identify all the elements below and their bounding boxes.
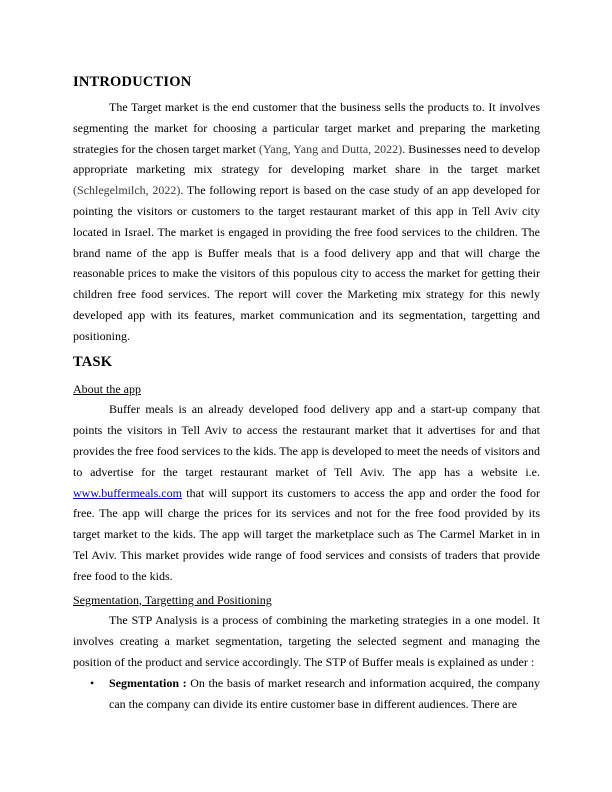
list-item-segmentation [73,673,540,715]
section-heading-introduction: INTRODUCTION [73,74,192,90]
website-link[interactable]: www.buffermeals.com [73,485,182,500]
stp-paragraph: The STP Analysis is a process of combining the marketing strategies in a one model. It involves creating a market segmentation, targeting the selected segment and managing the position of the product and service accordingly. The STP of Buffer meals is explained as under : [73,613,540,669]
about-text-1: Buffer meals is an already developed food delivery app and a start-up company that points the visitors in Tell Aviv to access the restaurant market that it advertises for and that provides the free food services to the kids. The app is developed to meet the needs of visitors and to advertise for the target restaurant market of Tell Aviv. The app has a website i.e. [73,402,540,479]
section-heading-task: TASK [73,353,113,370]
segmentation-text: On the basis of market research and information acquired, the company can the company can divide its entire customer base in different audiences. There are [109,675,540,711]
segmentation-label: Segmentation : [109,675,187,690]
about-text-2: that will support its customers to access the app and order the food for free. The app will charge the prices for its services and not for the free food provided by its target market to the kids. The app will target the marketplace such as The Carmel Market in in Tel Aviv. This market provides wide range of food services and consists of traders that provide free food to the kids. [73,485,540,583]
subheading-about-the-app: About the app [73,381,141,396]
stp-list [73,673,540,715]
intro-text-2: . Businesses need to develop appropriate marketing mix strategy for developing market share in the target market [73,141,540,177]
about-paragraph [73,399,540,586]
intro-text-3: . The following report is based on the case study of an app developed for pointing the visitors or customers to the target restaurant market of this app in Tell Aviv city located in Israel. The market is engaged in providing the free food services to the children. The brand name of the app is Buffer meals that is a food delivery app and that will charge the reasonable prices to make the visitors of this populous city to access the market for getting their children free food services. The report will cover the Marketing mix strategy for this newly developed app with its features, market communication and its segmentation, targetting and positioning. [73,183,540,343]
intro-text-1: The Target market is the end customer that the business sells the products to. It involves segmenting the market for choosing a particular target market and preparing the marketing strategies for the chosen target market [73,100,540,156]
citation-yang: (Yang, Yang and Dutta, 2022) [258,141,403,156]
document-page [73,74,540,714]
bullet-icon: • [90,675,95,690]
intro-paragraph [73,97,540,347]
subheading-stp: Segmentation, Targetting and Positioning [73,592,272,607]
citation-schlegelmilch: (Schlegelmilch, 2022) [73,183,181,198]
